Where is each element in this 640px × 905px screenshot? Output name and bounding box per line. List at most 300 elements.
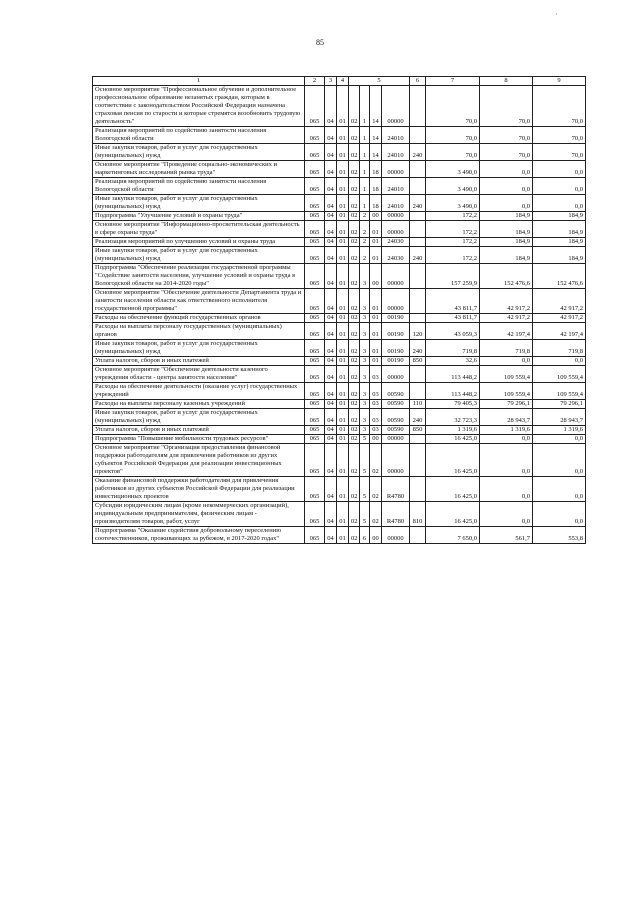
row-name: Расходы на выплаты персоналу государственных (муниципальных) органов bbox=[93, 323, 305, 340]
row-name: Основное мероприятие "Информационно-просветительская деятельность в сфере охраны труда" bbox=[93, 221, 305, 238]
activity-code: 18 bbox=[370, 178, 382, 195]
activity-code: 02 bbox=[370, 444, 382, 477]
direction-code: 00000 bbox=[382, 366, 410, 383]
row-name: Иные закупки товаров, работ и услуг для государственных (муниципальных) нужд bbox=[93, 247, 305, 264]
amount-2020: 0,0 bbox=[533, 161, 586, 178]
activity-code: 14 bbox=[370, 144, 382, 161]
section-code: 04 bbox=[325, 444, 337, 477]
subsection-code: 01 bbox=[337, 86, 349, 127]
amount-2019: 0,0 bbox=[480, 502, 533, 527]
subprogram-code: 1 bbox=[360, 144, 370, 161]
subsection-code: 01 bbox=[337, 264, 349, 289]
table-row bbox=[93, 289, 586, 314]
row-name: Уплата налогов, сборов и иных платежей bbox=[93, 357, 305, 366]
expense-type-code: 850 bbox=[410, 426, 426, 435]
amount-2018: 719,8 bbox=[426, 340, 480, 357]
amount-2020: 0,0 bbox=[533, 502, 586, 527]
amount-2018: 70,0 bbox=[426, 127, 480, 144]
subprogram-code: 1 bbox=[360, 195, 370, 212]
activity-code: 03 bbox=[370, 409, 382, 426]
ministry-code: 065 bbox=[305, 161, 325, 178]
section-code: 04 bbox=[325, 221, 337, 238]
row-name: Расходы на выплаты персоналу казенных учреждений bbox=[93, 400, 305, 409]
direction-code: 00000 bbox=[382, 212, 410, 221]
row-name: Иные закупки товаров, работ и услуг для государственных (муниципальных) нужд bbox=[93, 340, 305, 357]
activity-code: 18 bbox=[370, 195, 382, 212]
amount-2019: 152 476,6 bbox=[480, 264, 533, 289]
table-row bbox=[93, 238, 586, 247]
amount-2020: 42 197,4 bbox=[533, 323, 586, 340]
subsection-code: 01 bbox=[337, 357, 349, 366]
direction-code: 00190 bbox=[382, 323, 410, 340]
activity-code: 01 bbox=[370, 314, 382, 323]
amount-2018: 70,0 bbox=[426, 86, 480, 127]
ministry-code: 065 bbox=[305, 527, 325, 544]
expense-type-code bbox=[410, 86, 426, 127]
header-col-5: 5 bbox=[349, 77, 410, 86]
table-row bbox=[93, 383, 586, 400]
ministry-code: 065 bbox=[305, 178, 325, 195]
table-row bbox=[93, 144, 586, 161]
table-row bbox=[93, 527, 586, 544]
program-code: 02 bbox=[349, 314, 360, 323]
section-code: 04 bbox=[325, 340, 337, 357]
section-code: 04 bbox=[325, 238, 337, 247]
ministry-code: 065 bbox=[305, 195, 325, 212]
row-name: Подпрограмма "Улучшение условий и охраны труда" bbox=[93, 212, 305, 221]
table-row bbox=[93, 323, 586, 340]
direction-code: 00000 bbox=[382, 527, 410, 544]
amount-2019: 0,0 bbox=[480, 178, 533, 195]
row-name: Оказание финансовой поддержки работодателям для привлечения работников из других субъектов Российской Федерации для реализации инвестиционных проектов bbox=[93, 477, 305, 502]
program-code: 02 bbox=[349, 289, 360, 314]
amount-2020: 28 943,7 bbox=[533, 409, 586, 426]
section-code: 04 bbox=[325, 400, 337, 409]
amount-2018: 43 059,3 bbox=[426, 323, 480, 340]
subprogram-code: 3 bbox=[360, 400, 370, 409]
header-col-4: 4 bbox=[337, 77, 349, 86]
subsection-code: 01 bbox=[337, 502, 349, 527]
subprogram-code: 1 bbox=[360, 127, 370, 144]
program-code: 02 bbox=[349, 238, 360, 247]
section-code: 04 bbox=[325, 247, 337, 264]
header-row bbox=[93, 77, 586, 86]
subprogram-code: 3 bbox=[360, 289, 370, 314]
amount-2018: 172,2 bbox=[426, 221, 480, 238]
amount-2019: 0,0 bbox=[480, 444, 533, 477]
expense-type-code bbox=[410, 178, 426, 195]
amount-2020: 184,9 bbox=[533, 221, 586, 238]
section-code: 04 bbox=[325, 212, 337, 221]
amount-2018: 3 490,0 bbox=[426, 178, 480, 195]
expense-type-code bbox=[410, 212, 426, 221]
expense-type-code bbox=[410, 161, 426, 178]
amount-2019: 0,0 bbox=[480, 161, 533, 178]
amount-2019: 0,0 bbox=[480, 477, 533, 502]
direction-code: 00590 bbox=[382, 383, 410, 400]
section-code: 04 bbox=[325, 383, 337, 400]
amount-2018: 43 811,7 bbox=[426, 289, 480, 314]
table-row bbox=[93, 86, 586, 127]
activity-code: 14 bbox=[370, 86, 382, 127]
ministry-code: 065 bbox=[305, 221, 325, 238]
amount-2019: 79 296,1 bbox=[480, 400, 533, 409]
ministry-code: 065 bbox=[305, 383, 325, 400]
activity-code: 03 bbox=[370, 366, 382, 383]
subsection-code: 01 bbox=[337, 247, 349, 264]
direction-code: 24010 bbox=[382, 195, 410, 212]
subsection-code: 01 bbox=[337, 477, 349, 502]
expense-type-code: 810 bbox=[410, 502, 426, 527]
subprogram-code: 2 bbox=[360, 247, 370, 264]
amount-2018: 157 259,9 bbox=[426, 264, 480, 289]
amount-2018: 3 490,0 bbox=[426, 161, 480, 178]
header-col-9: 9 bbox=[533, 77, 586, 86]
amount-2020: 719,8 bbox=[533, 340, 586, 357]
amount-2020: 184,9 bbox=[533, 238, 586, 247]
amount-2020: 109 559,4 bbox=[533, 366, 586, 383]
subsection-code: 01 bbox=[337, 435, 349, 444]
subsection-code: 01 bbox=[337, 314, 349, 323]
direction-code: R4780 bbox=[382, 502, 410, 527]
direction-code: 00000 bbox=[382, 264, 410, 289]
expense-type-code bbox=[410, 238, 426, 247]
ministry-code: 065 bbox=[305, 357, 325, 366]
row-name: Иные закупки товаров, работ и услуг для государственных (муниципальных) нужд bbox=[93, 195, 305, 212]
direction-code: 24030 bbox=[382, 238, 410, 247]
table-row bbox=[93, 127, 586, 144]
ministry-code: 065 bbox=[305, 247, 325, 264]
table-row bbox=[93, 400, 586, 409]
amount-2020: 109 559,4 bbox=[533, 383, 586, 400]
program-code: 02 bbox=[349, 357, 360, 366]
ministry-code: 065 bbox=[305, 323, 325, 340]
row-name: Расходы на обеспечение функций государственных органов bbox=[93, 314, 305, 323]
amount-2018: 7 650,0 bbox=[426, 527, 480, 544]
header-col-2: 2 bbox=[305, 77, 325, 86]
section-code: 04 bbox=[325, 502, 337, 527]
program-code: 02 bbox=[349, 400, 360, 409]
table-row bbox=[93, 435, 586, 444]
direction-code: 00190 bbox=[382, 314, 410, 323]
subsection-code: 01 bbox=[337, 323, 349, 340]
subsection-code: 01 bbox=[337, 238, 349, 247]
direction-code: 24030 bbox=[382, 247, 410, 264]
ministry-code: 065 bbox=[305, 366, 325, 383]
corner-mark: · bbox=[555, 10, 558, 19]
direction-code: 00590 bbox=[382, 400, 410, 409]
activity-code: 01 bbox=[370, 340, 382, 357]
section-code: 04 bbox=[325, 435, 337, 444]
direction-code: 00000 bbox=[382, 435, 410, 444]
amount-2020: 70,0 bbox=[533, 144, 586, 161]
subprogram-code: 3 bbox=[360, 357, 370, 366]
ministry-code: 065 bbox=[305, 444, 325, 477]
table-row bbox=[93, 366, 586, 383]
subsection-code: 01 bbox=[337, 409, 349, 426]
amount-2020: 152 476,6 bbox=[533, 264, 586, 289]
amount-2019: 719,8 bbox=[480, 340, 533, 357]
row-name: Реализация мероприятий по улучшению условий и охраны труда bbox=[93, 238, 305, 247]
activity-code: 00 bbox=[370, 435, 382, 444]
program-code: 02 bbox=[349, 527, 360, 544]
amount-2020: 184,9 bbox=[533, 212, 586, 221]
program-code: 02 bbox=[349, 340, 360, 357]
row-name: Расходы на обеспечение деятельности (оказание услуг) государственных учреждений bbox=[93, 383, 305, 400]
amount-2018: 172,2 bbox=[426, 238, 480, 247]
section-code: 04 bbox=[325, 366, 337, 383]
amount-2019: 28 943,7 bbox=[480, 409, 533, 426]
amount-2019: 70,0 bbox=[480, 144, 533, 161]
header-col-6: 6 bbox=[410, 77, 426, 86]
subsection-code: 01 bbox=[337, 527, 349, 544]
ministry-code: 065 bbox=[305, 289, 325, 314]
subprogram-code: 5 bbox=[360, 444, 370, 477]
table-row bbox=[93, 444, 586, 477]
section-code: 04 bbox=[325, 127, 337, 144]
direction-code: 00000 bbox=[382, 289, 410, 314]
table-row bbox=[93, 212, 586, 221]
direction-code: R4780 bbox=[382, 477, 410, 502]
direction-code: 24010 bbox=[382, 144, 410, 161]
subprogram-code: 2 bbox=[360, 212, 370, 221]
amount-2019: 70,0 bbox=[480, 127, 533, 144]
section-code: 04 bbox=[325, 161, 337, 178]
section-code: 04 bbox=[325, 426, 337, 435]
activity-code: 01 bbox=[370, 238, 382, 247]
header-col-8: 8 bbox=[480, 77, 533, 86]
amount-2018: 16 425,0 bbox=[426, 435, 480, 444]
section-code: 04 bbox=[325, 86, 337, 127]
amount-2020: 0,0 bbox=[533, 435, 586, 444]
direction-code: 00590 bbox=[382, 409, 410, 426]
program-code: 02 bbox=[349, 86, 360, 127]
activity-code: 00 bbox=[370, 212, 382, 221]
row-name: Подпрограмма "Повышение мобильности трудовых ресурсов" bbox=[93, 435, 305, 444]
direction-code: 00000 bbox=[382, 86, 410, 127]
program-code: 02 bbox=[349, 212, 360, 221]
expense-type-code bbox=[410, 435, 426, 444]
table-row bbox=[93, 426, 586, 435]
ministry-code: 065 bbox=[305, 400, 325, 409]
expense-type-code bbox=[410, 366, 426, 383]
ministry-code: 065 bbox=[305, 435, 325, 444]
amount-2018: 32 723,3 bbox=[426, 409, 480, 426]
program-code: 02 bbox=[349, 444, 360, 477]
amount-2020: 0,0 bbox=[533, 444, 586, 477]
subsection-code: 01 bbox=[337, 426, 349, 435]
subprogram-code: 5 bbox=[360, 477, 370, 502]
amount-2020: 42 917,2 bbox=[533, 314, 586, 323]
table-row bbox=[93, 178, 586, 195]
expense-type-code: 240 bbox=[410, 247, 426, 264]
amount-2020: 0,0 bbox=[533, 178, 586, 195]
header-col-7: 7 bbox=[426, 77, 480, 86]
ministry-code: 065 bbox=[305, 340, 325, 357]
ministry-code: 065 bbox=[305, 212, 325, 221]
expense-type-code bbox=[410, 383, 426, 400]
section-code: 04 bbox=[325, 323, 337, 340]
amount-2019: 184,9 bbox=[480, 221, 533, 238]
program-code: 02 bbox=[349, 477, 360, 502]
expense-type-code: 240 bbox=[410, 195, 426, 212]
row-name: Реализация мероприятий по содействию занятости населения Вологодской области bbox=[93, 178, 305, 195]
budget-table bbox=[92, 76, 586, 544]
amount-2018: 172,2 bbox=[426, 212, 480, 221]
expense-type-code: 850 bbox=[410, 357, 426, 366]
subprogram-code: 1 bbox=[360, 161, 370, 178]
subsection-code: 01 bbox=[337, 289, 349, 314]
subsection-code: 01 bbox=[337, 400, 349, 409]
row-name: Основное мероприятие "Обеспечение деятельности Департамента труда и занятости населения области как ответственного исполнителя государственной программы" bbox=[93, 289, 305, 314]
subprogram-code: 3 bbox=[360, 264, 370, 289]
row-name: Подпрограмма "Обеспечение реализации государственной программы "Содействие занятости населения, улучшение условий и охраны труда в Вологодской области на 2014-2020 годы" bbox=[93, 264, 305, 289]
program-code: 02 bbox=[349, 426, 360, 435]
activity-code: 01 bbox=[370, 323, 382, 340]
program-code: 02 bbox=[349, 366, 360, 383]
table-row bbox=[93, 357, 586, 366]
ministry-code: 065 bbox=[305, 86, 325, 127]
subprogram-code: 5 bbox=[360, 435, 370, 444]
amount-2019: 0,0 bbox=[480, 195, 533, 212]
section-code: 04 bbox=[325, 264, 337, 289]
amount-2020: 553,8 bbox=[533, 527, 586, 544]
amount-2019: 42 917,2 bbox=[480, 289, 533, 314]
expense-type-code bbox=[410, 444, 426, 477]
subprogram-code: 3 bbox=[360, 340, 370, 357]
expense-type-code bbox=[410, 289, 426, 314]
program-code: 02 bbox=[349, 409, 360, 426]
section-code: 04 bbox=[325, 409, 337, 426]
section-code: 04 bbox=[325, 527, 337, 544]
table-row bbox=[93, 161, 586, 178]
activity-code: 18 bbox=[370, 161, 382, 178]
subsection-code: 01 bbox=[337, 212, 349, 221]
program-code: 02 bbox=[349, 144, 360, 161]
amount-2018: 16 425,0 bbox=[426, 502, 480, 527]
direction-code: 00000 bbox=[382, 221, 410, 238]
expense-type-code bbox=[410, 527, 426, 544]
amount-2019: 109 559,4 bbox=[480, 383, 533, 400]
row-name: Основное мероприятие "Организация предоставления финансовой поддержки работодателям для привлечения работников из других субъектов Российской Федерации для реализации инвестиционных проектов" bbox=[93, 444, 305, 477]
subprogram-code: 3 bbox=[360, 409, 370, 426]
direction-code: 00000 bbox=[382, 444, 410, 477]
amount-2020: 0,0 bbox=[533, 357, 586, 366]
activity-code: 14 bbox=[370, 127, 382, 144]
program-code: 02 bbox=[349, 323, 360, 340]
subsection-code: 01 bbox=[337, 195, 349, 212]
activity-code: 03 bbox=[370, 426, 382, 435]
subsection-code: 01 bbox=[337, 444, 349, 477]
row-name: Уплата налогов, сборов и иных платежей bbox=[93, 426, 305, 435]
page-number: 85 bbox=[316, 38, 324, 47]
amount-2020: 79 296,1 bbox=[533, 400, 586, 409]
program-code: 02 bbox=[349, 435, 360, 444]
row-name: Основное мероприятие "Профессиональное обучение и дополнительное профессиональное образование незанятых граждан, которым в соответствии с законодательством Российской Федерации назначена страховая пенсия по старости и которые стремятся возобновить трудовую деятельность" bbox=[93, 86, 305, 127]
amount-2020: 1 319,6 bbox=[533, 426, 586, 435]
amount-2019: 109 559,4 bbox=[480, 366, 533, 383]
amount-2018: 172,2 bbox=[426, 247, 480, 264]
ministry-code: 065 bbox=[305, 238, 325, 247]
amount-2019: 70,0 bbox=[480, 86, 533, 127]
row-name: Иные закупки товаров, работ и услуг для государственных (муниципальных) нужд bbox=[93, 409, 305, 426]
expense-type-code: 240 bbox=[410, 144, 426, 161]
amount-2020: 0,0 bbox=[533, 477, 586, 502]
subsection-code: 01 bbox=[337, 383, 349, 400]
expense-type-code bbox=[410, 127, 426, 144]
ministry-code: 065 bbox=[305, 264, 325, 289]
ministry-code: 065 bbox=[305, 477, 325, 502]
amount-2019: 184,9 bbox=[480, 247, 533, 264]
subprogram-code: 1 bbox=[360, 86, 370, 127]
amount-2020: 0,0 bbox=[533, 195, 586, 212]
program-code: 02 bbox=[349, 195, 360, 212]
table-row bbox=[93, 477, 586, 502]
amount-2018: 113 448,2 bbox=[426, 383, 480, 400]
amount-2018: 70,0 bbox=[426, 144, 480, 161]
program-code: 02 bbox=[349, 161, 360, 178]
expense-type-code: 110 bbox=[410, 400, 426, 409]
table-row bbox=[93, 195, 586, 212]
activity-code: 01 bbox=[370, 357, 382, 366]
activity-code: 03 bbox=[370, 400, 382, 409]
program-code: 02 bbox=[349, 383, 360, 400]
subprogram-code: 3 bbox=[360, 314, 370, 323]
activity-code: 01 bbox=[370, 221, 382, 238]
program-code: 02 bbox=[349, 264, 360, 289]
subsection-code: 01 bbox=[337, 221, 349, 238]
row-name: Подпрограмма "Оказание содействия добровольному переселению соотечественников, проживающих за рубежом, в 2017-2020 годах" bbox=[93, 527, 305, 544]
section-code: 04 bbox=[325, 477, 337, 502]
direction-code: 00190 bbox=[382, 357, 410, 366]
ministry-code: 065 bbox=[305, 409, 325, 426]
table-row bbox=[93, 340, 586, 357]
amount-2018: 79 405,3 bbox=[426, 400, 480, 409]
expense-type-code bbox=[410, 477, 426, 502]
subsection-code: 01 bbox=[337, 366, 349, 383]
expense-type-code bbox=[410, 221, 426, 238]
section-code: 04 bbox=[325, 357, 337, 366]
ministry-code: 065 bbox=[305, 502, 325, 527]
subsection-code: 01 bbox=[337, 340, 349, 357]
activity-code: 00 bbox=[370, 527, 382, 544]
amount-2019: 42 917,2 bbox=[480, 314, 533, 323]
subsection-code: 01 bbox=[337, 127, 349, 144]
table-row bbox=[93, 221, 586, 238]
amount-2020: 70,0 bbox=[533, 86, 586, 127]
activity-code: 02 bbox=[370, 477, 382, 502]
program-code: 02 bbox=[349, 247, 360, 264]
activity-code: 02 bbox=[370, 502, 382, 527]
table-row bbox=[93, 409, 586, 426]
amount-2018: 1 319,6 bbox=[426, 426, 480, 435]
table-row bbox=[93, 502, 586, 527]
direction-code: 24010 bbox=[382, 178, 410, 195]
program-code: 02 bbox=[349, 502, 360, 527]
amount-2020: 42 917,2 bbox=[533, 289, 586, 314]
expense-type-code bbox=[410, 264, 426, 289]
subprogram-code: 3 bbox=[360, 366, 370, 383]
direction-code: 24010 bbox=[382, 127, 410, 144]
expense-type-code: 240 bbox=[410, 409, 426, 426]
row-name: Субсидии юридическим лицам (кроме некоммерческих организаций), индивидуальным предпринимателям, физическим лицам - производителям товаров, работ, услуг bbox=[93, 502, 305, 527]
amount-2018: 113 448,2 bbox=[426, 366, 480, 383]
amount-2019: 42 197,4 bbox=[480, 323, 533, 340]
amount-2019: 1 319,6 bbox=[480, 426, 533, 435]
amount-2019: 0,0 bbox=[480, 435, 533, 444]
expense-type-code bbox=[410, 314, 426, 323]
activity-code: 01 bbox=[370, 289, 382, 314]
